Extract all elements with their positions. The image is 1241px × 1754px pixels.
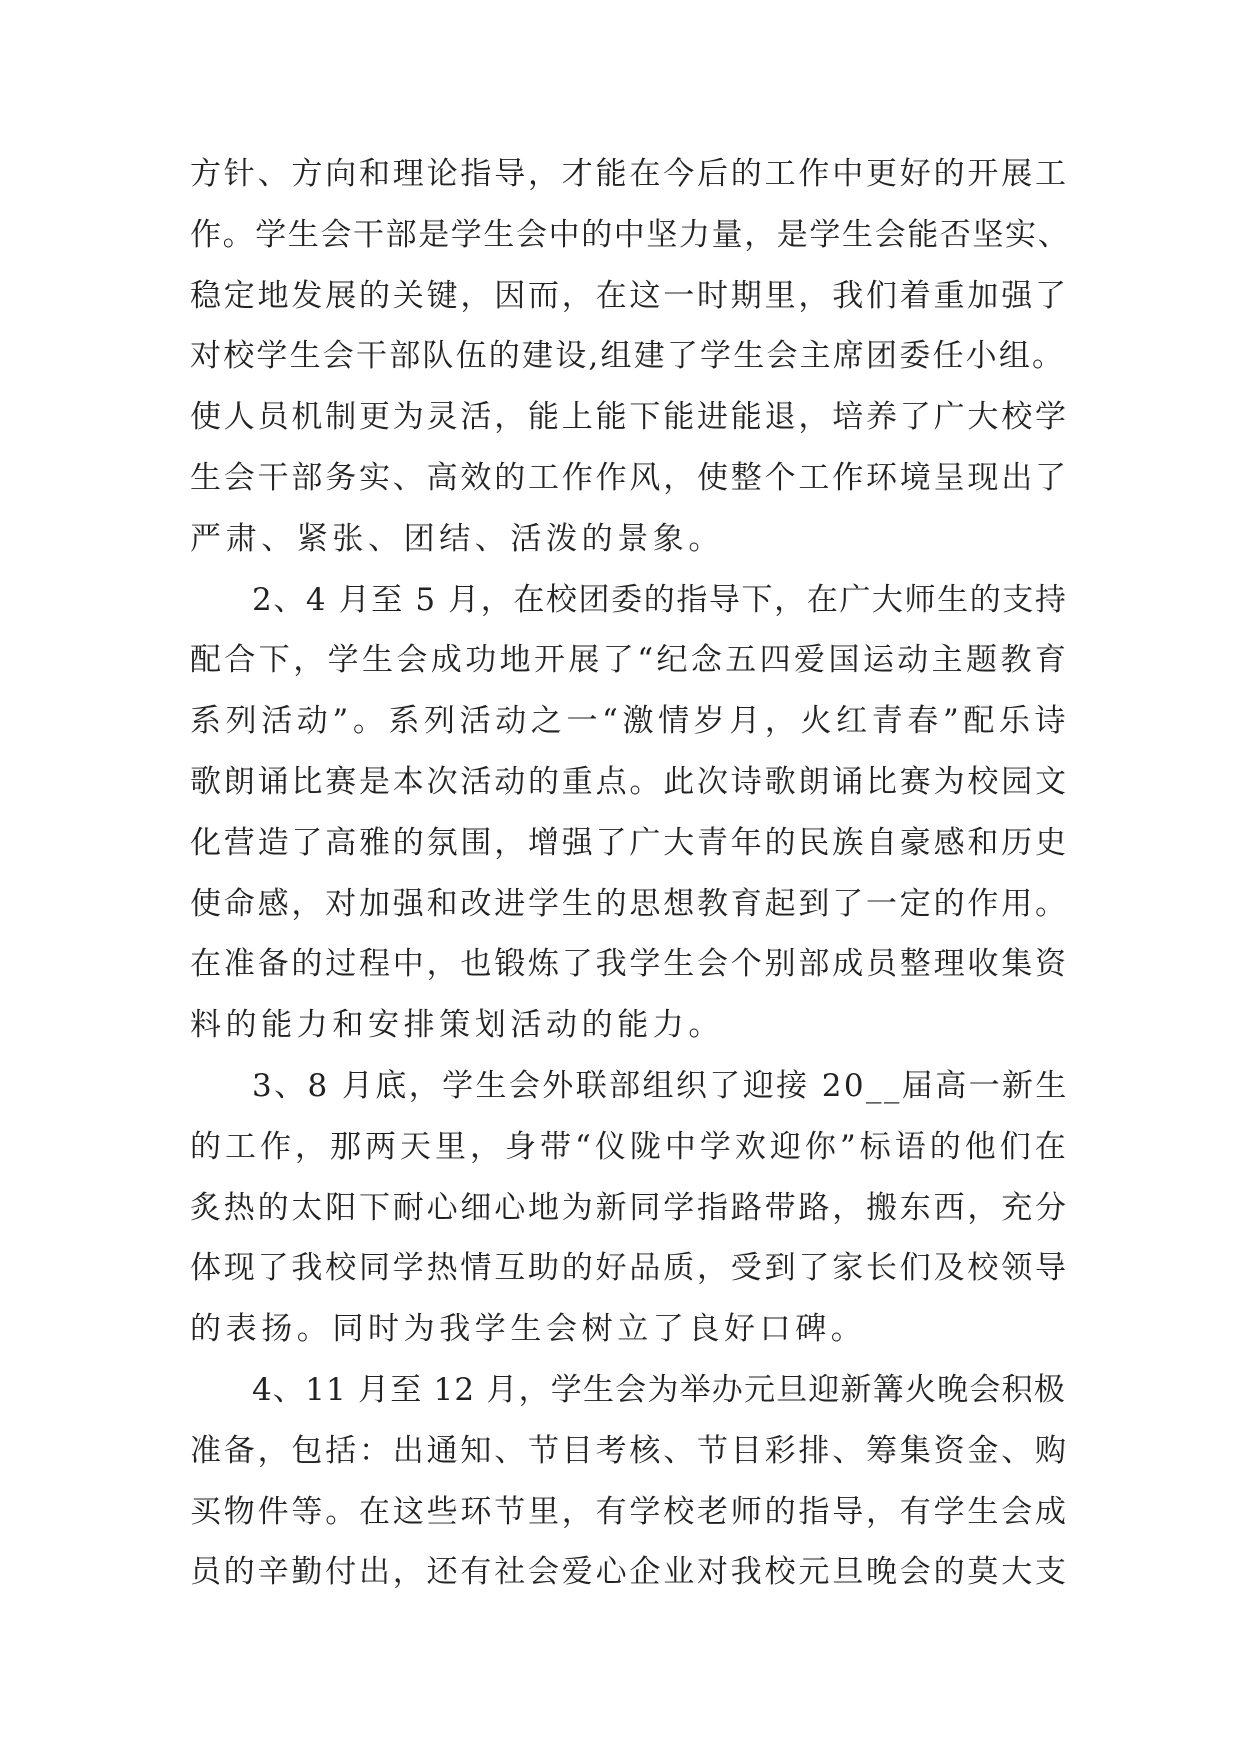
text-line: 作。学生会干部是学生会中的中坚力量，是学生会能否坚实、 [190,216,1071,253]
text-line: 稳定地发展的关键，因而，在这一时期里，我们着重加强了 [190,277,1069,314]
text-line: 配合下，学生会成功地开展了“纪念五四爱国运动主题教育 [190,642,1070,679]
text-line: 买物件等。在这些环节里，有学校老师的指导，有学生会成 [190,1493,1069,1530]
text-line: 炙热的太阳下耐心细心地为新同学指路带路，搬东西，充分 [190,1189,1069,1226]
text-line: 体现了我校同学热情互助的好品质，受到了家长们及校领导 [190,1250,1069,1287]
text-line: 料的能力和安排策划活动的能力。 [190,1007,724,1044]
paragraph-start-line: 4、11 月至 12 月，学生会为举办元旦迎新篝火晚会积极 [252,1371,1066,1408]
text-line: 员的辛勤付出，还有社会爱心企业对我校元旦晚会的莫大支 [190,1554,1069,1591]
text-line: 化营造了高雅的氛围，增强了广大青年的民族自豪感和历史 [190,824,1069,861]
text-line: 生会干部务实、高效的工作作风，使整个工作环境呈现出了 [190,459,1069,496]
text-line: 严肃、紧张、团结、活泼的景象。 [190,520,724,557]
paragraph-start-line: 3、8 月底，学生会外联部组织了迎接 20__届高一新生 [252,1067,1069,1104]
text-line: 系列活动”。系列活动之一“激情岁月，火红青春”配乐诗 [190,703,1071,740]
paragraph-start-line: 2、4 月至 5 月，在校团委的指导下，在广大师生的支持 [252,581,1068,618]
text-line: 对校学生会干部队伍的建设,组建了学生会主席团委任小组。 [190,338,1066,375]
text-line: 准备，包括：出通知、节目考核、节目彩排、筹集资金、购 [190,1432,1069,1469]
text-line: 使命感，对加强和改进学生的思想教育起到了一定的作用。 [190,885,1069,922]
text-line: 歌朗诵比赛是本次活动的重点。此次诗歌朗诵比赛为校园文 [190,763,1069,800]
text-line: 在准备的过程中，也锻炼了我学生会个别部成员整理收集资 [190,946,1069,983]
text-line: 使人员机制更为灵活，能上能下能进能退，培养了广大校学 [190,399,1069,436]
body-text [190,144,1070,1603]
text-line: 的工作，那两天里，身带“仪陇中学欢迎你”标语的他们在 [190,1128,1070,1165]
text-line: 的表扬。同时为我学生会树立了良好口碑。 [190,1311,867,1348]
text-line: 方针、方向和理论指导，才能在今后的工作中更好的开展工 [190,156,1069,192]
